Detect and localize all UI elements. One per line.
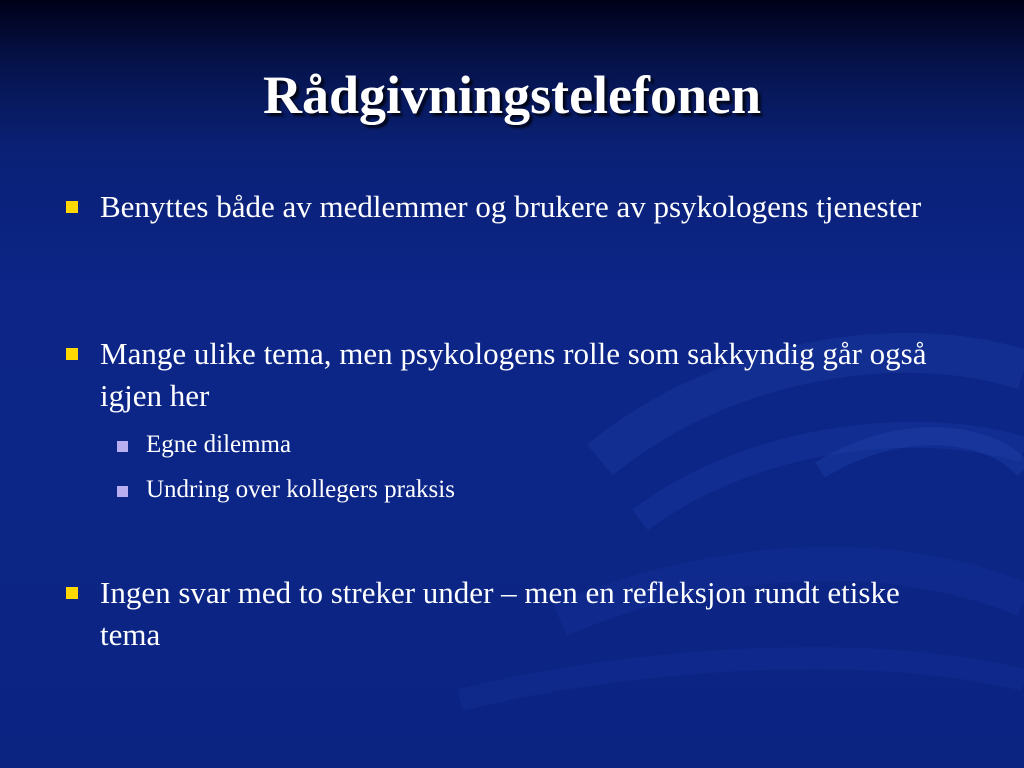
bullet-square-icon	[66, 348, 78, 360]
subbullet-square-icon	[117, 486, 128, 497]
subbullet-square-icon	[117, 441, 128, 452]
bullet-square-icon	[66, 201, 78, 213]
bullet-item: Mange ulike tema, men psykologens rolle som sakkyndig går også igjen her	[100, 336, 927, 413]
subbullet-item: Undring over kollegers praksis	[146, 476, 455, 503]
slide-title: Rådgivningstelefonen	[262, 65, 762, 125]
bullet-item: Benyttes både av medlemmer og brukere av psykologens tjenester	[100, 189, 922, 224]
subbullet-item: Egne dilemma	[146, 431, 292, 458]
bullet-item: Ingen svar med to streker under – men en refleksjon rundt etiske tema	[100, 575, 900, 652]
bullet-square-icon	[66, 587, 78, 599]
